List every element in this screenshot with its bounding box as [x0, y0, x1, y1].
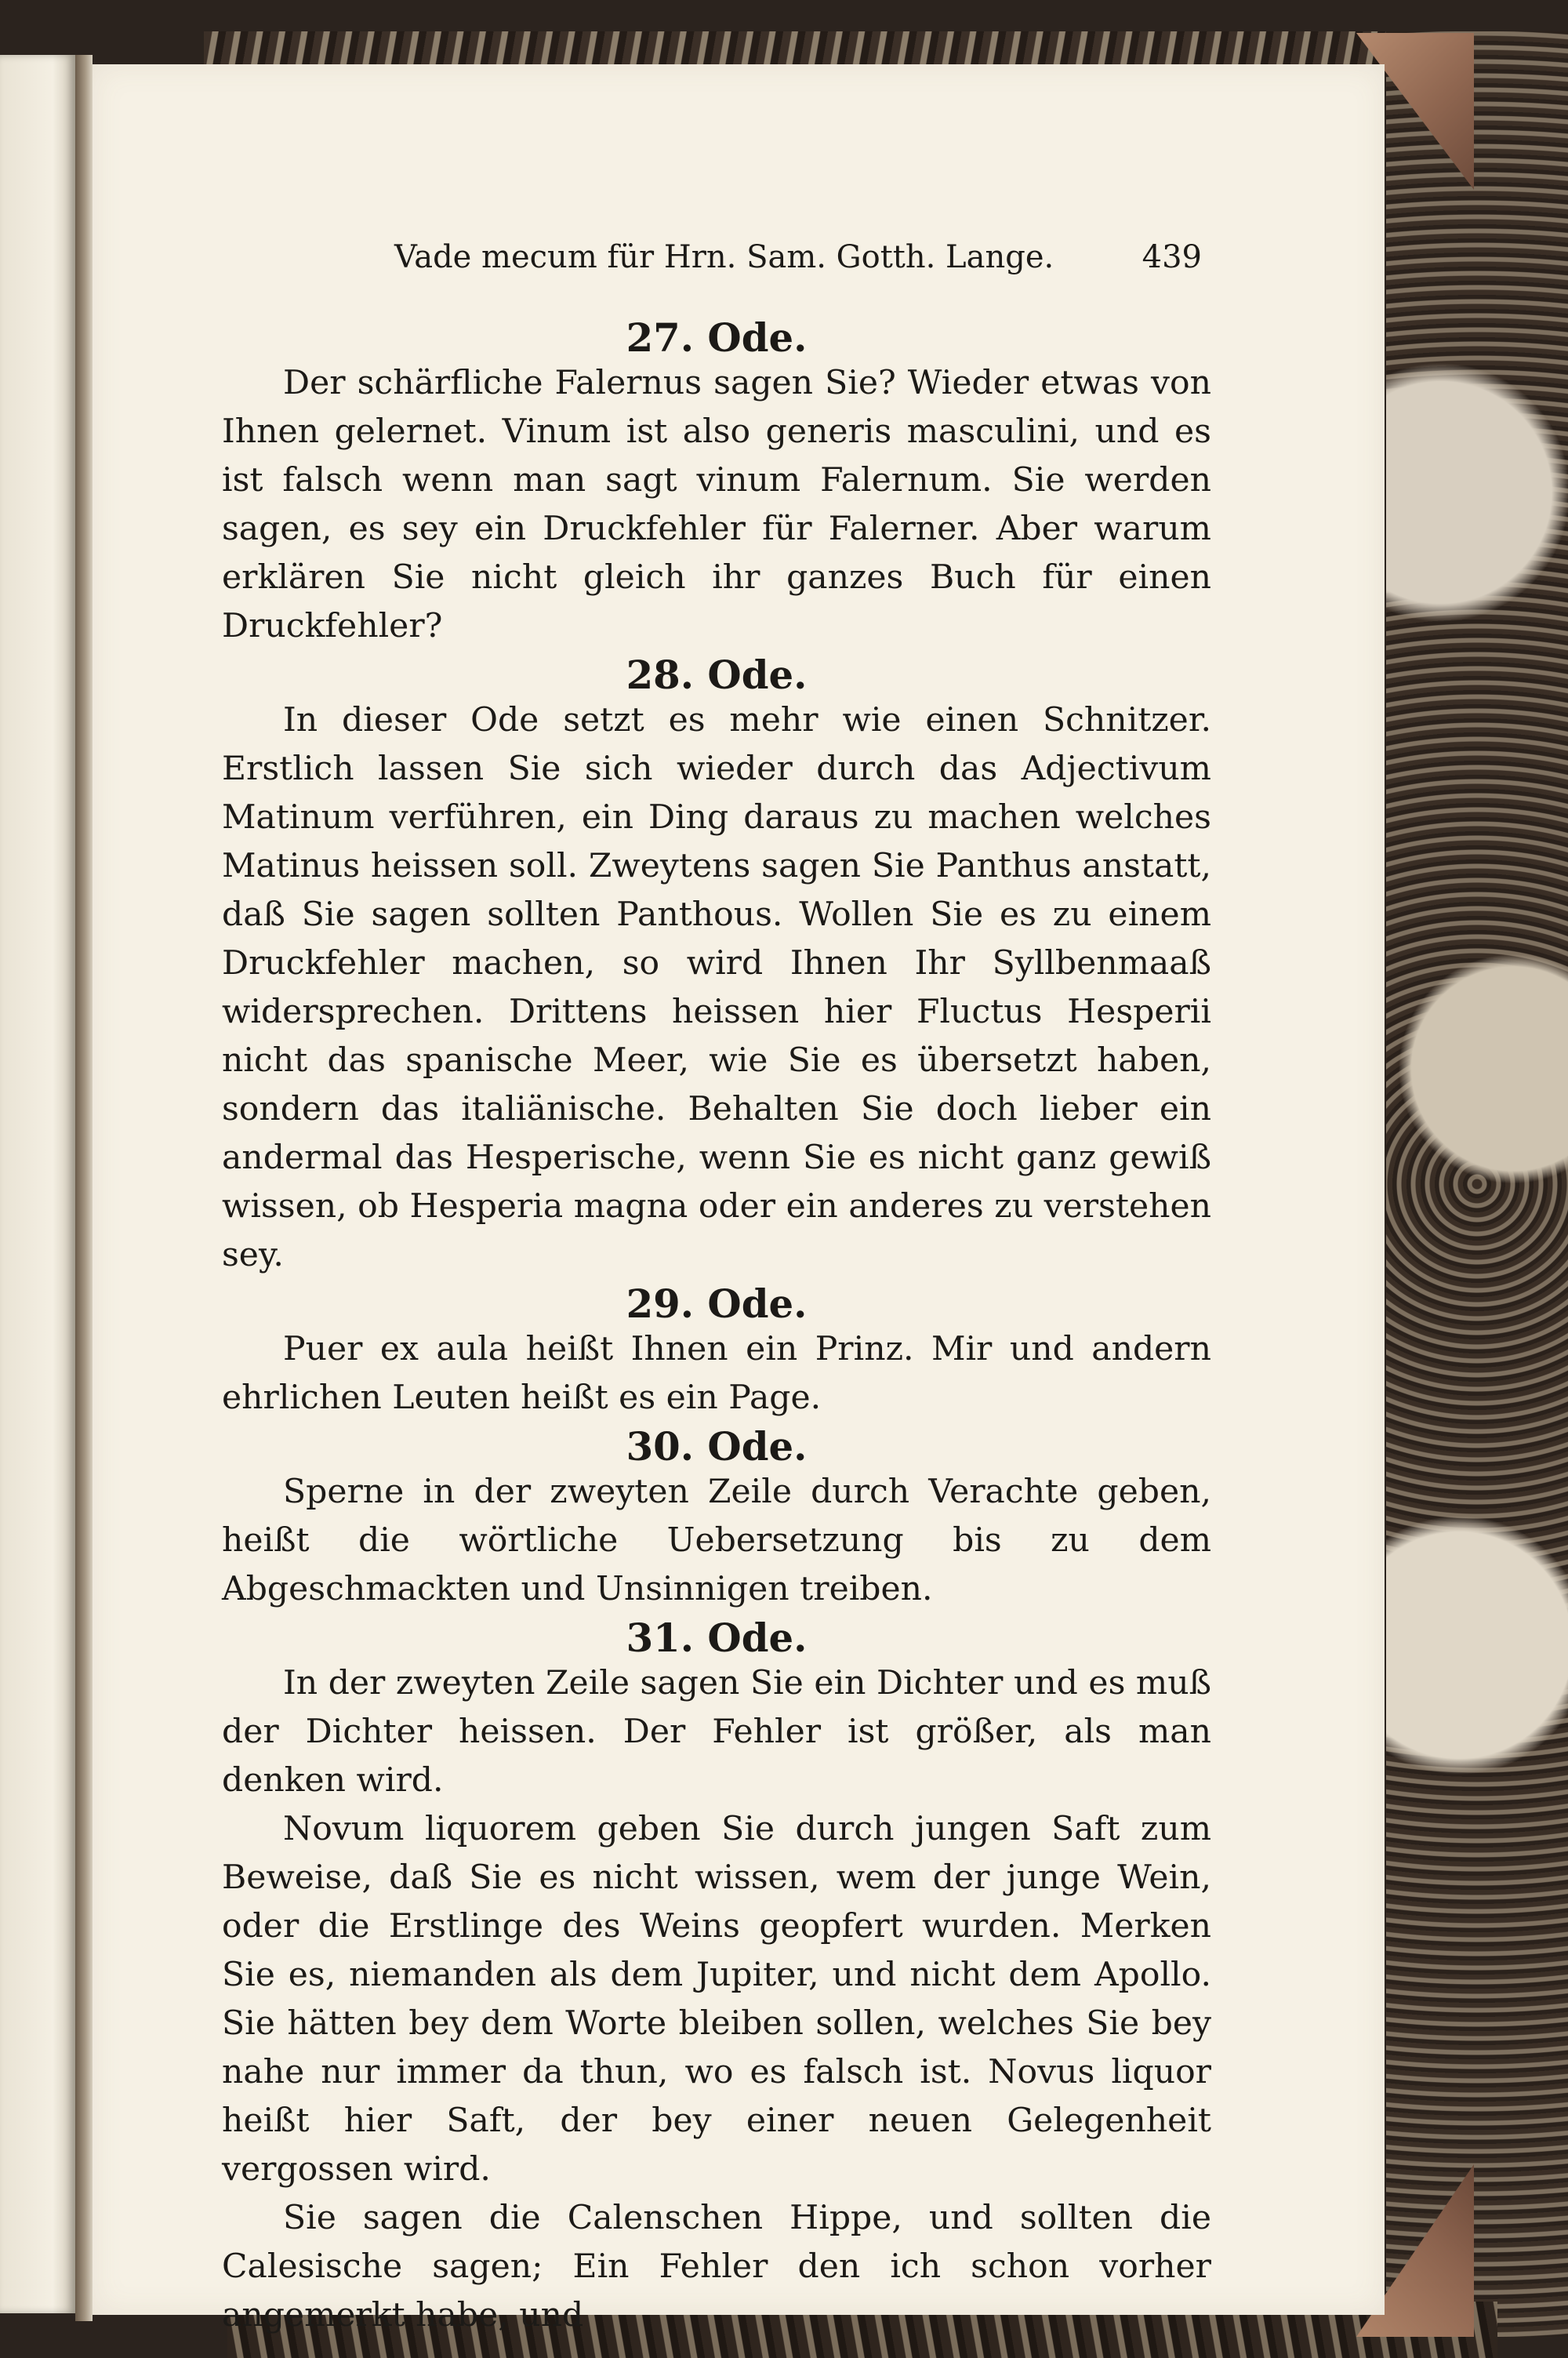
marbled-cover-board — [1386, 31, 1568, 2337]
paragraph: Puer ex aula heißt Ihnen ein Prinz. Mir und andern ehrlichen Leuten heißt es ein Page. — [222, 1330, 1211, 1417]
book-gutter — [75, 55, 93, 2321]
ode-heading: 28. Ode. — [626, 652, 808, 698]
ode-heading: 31. Ode. — [626, 1615, 808, 1661]
paragraph: Sperne in der zweyten Zeile durch Verachte geben, heißt die wörtliche Uebersetzung bis zu dem Abgeschmackten und Unsinnigen treiben. — [222, 1473, 1211, 1608]
paragraph: Der schärfliche Falernus sagen Sie? Wieder etwas von Ihnen gelernet. Vinum ist also generis masculini, und es ist falsch wenn man sagt vinum Falernum. Sie werden sagen, es sey ein Druckfehler für Falerner. Aber warum erklären Sie nicht gleich ihr ganzes Buch für einen Druckfehler? — [222, 364, 1211, 645]
ode-heading: 30. Ode. — [626, 1423, 808, 1470]
page-number: 439 — [1142, 239, 1202, 275]
text-block — [222, 314, 1211, 2340]
marbled-board-top-edge — [204, 31, 1490, 67]
running-title: Vade mecum für Hrn. Sam. Gotth. Lange. — [394, 239, 1054, 275]
paragraph: In dieser Ode setzt es mehr wie einen Schnitzer. Erstlich lassen Sie sich wieder durch das Adjectivum Matinum verführen, ein Ding daraus zu machen welches Matinus heissen soll. Zweytens sagen Sie Panthus anstatt, daß Sie sagen sollten Panthous. Wollen Sie es zu einem Druckfehler machen, so wird Ihnen Ihr Syllbenmaaß widersprechen. Drittens heissen hier Fluctus Hesperii nicht das spanische Meer, wie Sie es übersetzt haben, sondern das italiänische. Behalten Sie doch lieber ein andermal das Hesperische, wenn Sie es nicht ganz gewiß wissen, ob Hesperia magna oder ein anderes zu verstehen sey. — [222, 701, 1211, 1274]
ode-heading: 27. Ode. — [626, 314, 808, 361]
paragraph: Sie sagen die Calenschen Hippe, und sollten die Calesische sagen; Ein Fehler den ich schon vorher angemerkt habe, und — [222, 2199, 1211, 2334]
ode-heading: 29. Ode. — [626, 1281, 808, 1327]
running-head — [300, 239, 1202, 283]
paragraph: In der zweyten Zeile sagen Sie ein Dichter und es muß der Dichter heissen. Der Fehler ist größer, als man denken wird. — [222, 1664, 1211, 1800]
facing-page-edge — [0, 55, 75, 2313]
paragraph: Novum liquorem geben Sie durch jungen Saft zum Beweise, daß Sie es nicht wissen, wem der junge Wein, oder die Erstlinge des Weins geopfert wurden. Merken Sie es, niemanden als dem Jupiter, und nicht dem Apollo. Sie hätten bey dem Worte bleiben sollen, welches Sie bey nahe nur immer da thun, wo es falsch ist. Novus liquor heißt hier Saft, der bey einer neuen Gelegenheit vergossen wird. — [222, 1810, 1211, 2189]
